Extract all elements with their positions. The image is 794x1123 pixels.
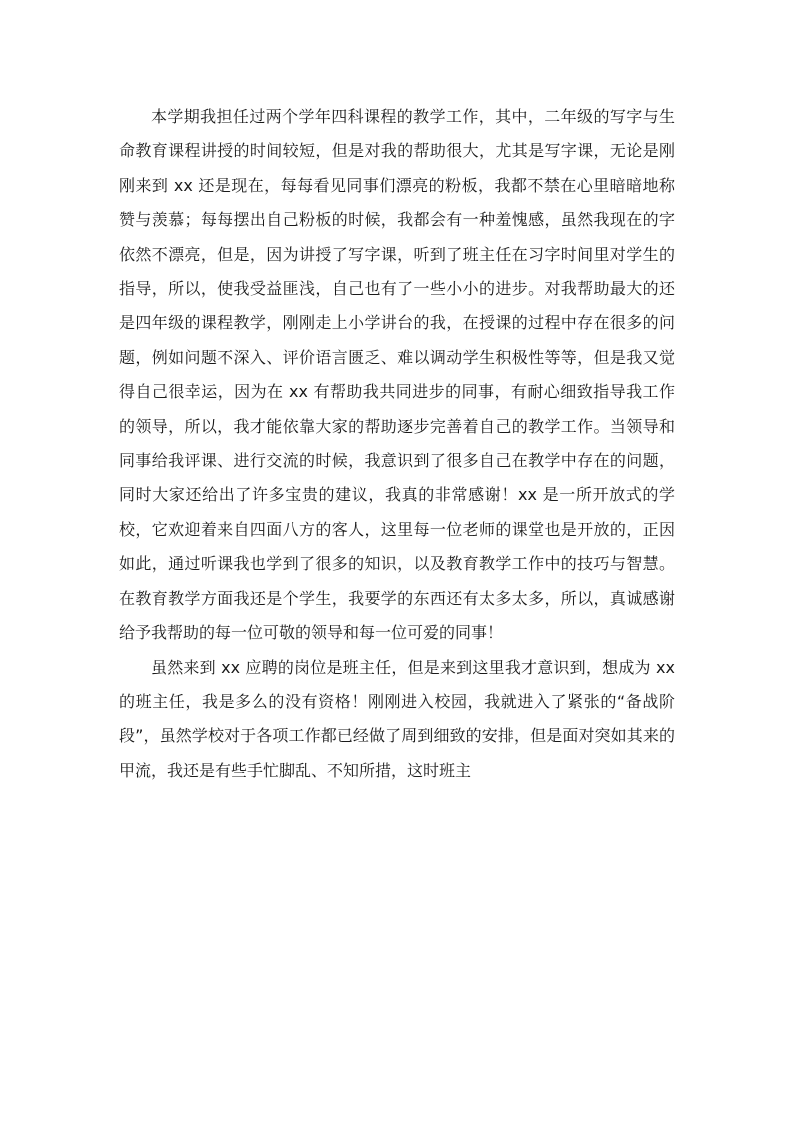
paragraph-2: 虽然来到 xx 应聘的岗位是班主任，但是来到这里我才意识到，想成为 xx 的班主任，我是多么的没有资格！刚刚进入校园，我就进入了紧张的“备战阶段”，虽然学校对于各项工作都已经做了周到细致的安排，但是面对突如其来的甲流，我还是有些手忙脚乱、不知所措，这时班主 bbox=[119, 657, 675, 780]
paragraph-1: 本学期我担任过两个学年四科课程的教学工作，其中，二年级的写字与生命教育课程讲授的时间较短，但是对我的帮助很大，尤其是写字课，无论是刚刚来到 xx 还是现在，每每看见同事们漂亮的粉板，我都不禁在心里暗暗地称赞与羡慕；每每摆出自己粉板的时候，我都会有一种羞愧感，虽然我现在的字依然不漂亮，但是，因为讲授了写字课，听到了班主任在习字时间里对学生的指导，所以，使我受益匪浅，自己也有了一些小小的进步。对我帮助最大的还是四年级的课程教学，刚刚走上小学讲台的我，在授课的过程中存在很多的问题，例如问题不深入、评价语言匮乏、难以调动学生积极性等等，但是我又觉得自己很幸运，因为在 xx 有帮助我共同进步的同事，有耐心细致指导我工作的领导，所以，我才能依靠大家的帮助逐步完善着自己的教学工作。当领导和同事给我评课、进行交流的时候，我意识到了很多自己在教学中存在的问题，同时大家还给出了许多宝贵的建议，我真的非常感谢！xx 是一所开放式的学校，它欢迎着来自四面八方的客人，这里每一位老师的课堂也是开放的，正因如此，通过听课我也学到了很多的知识，以及教育教学工作中的技巧与智慧。在教育教学方面我还是个学生，我要学的东西还有太多太多，所以，真诚感谢给予我帮助的每一位可敬的领导和每一位可爱的同事！ bbox=[119, 107, 675, 643]
document-body bbox=[119, 100, 675, 788]
